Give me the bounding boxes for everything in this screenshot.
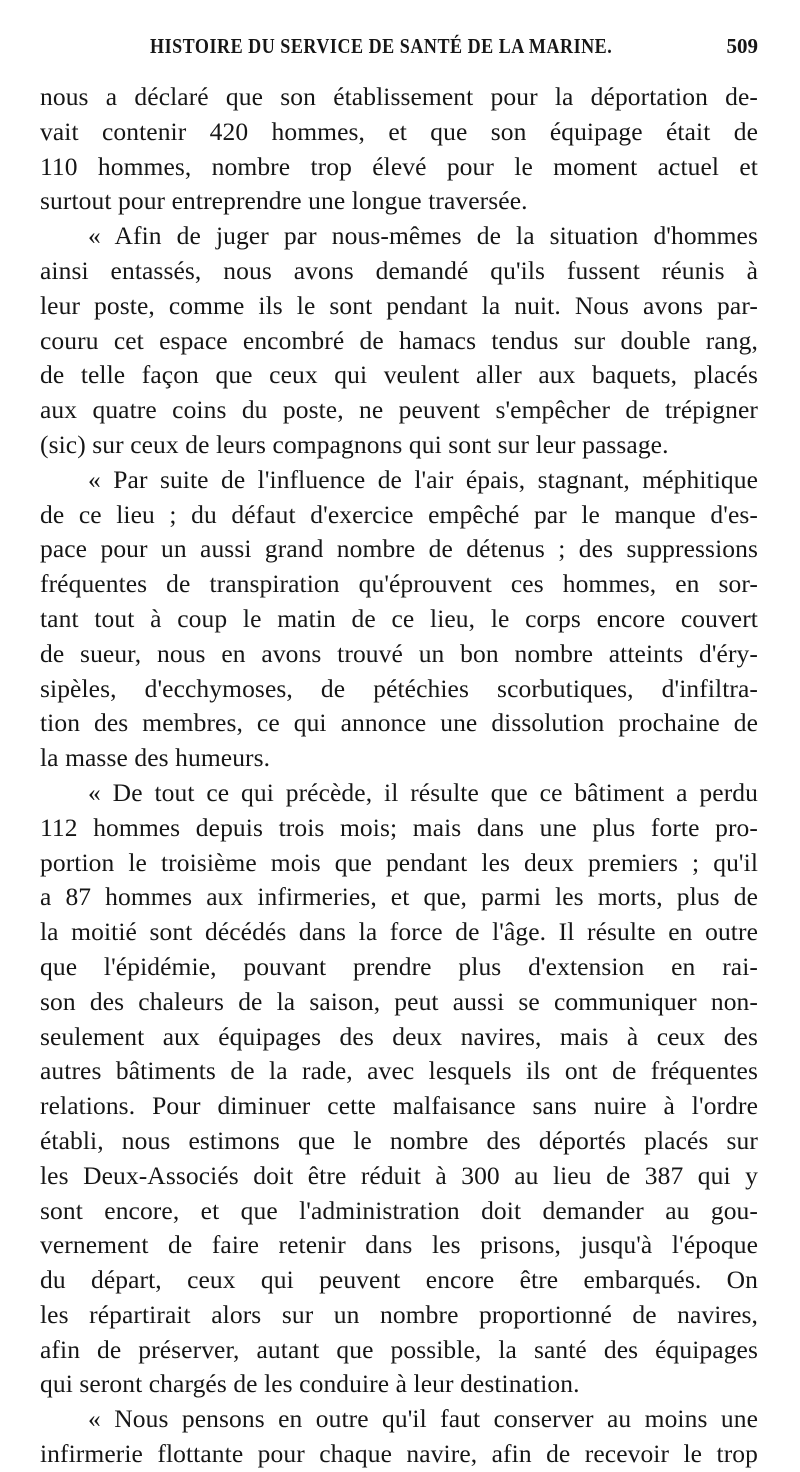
text-line: leur poste, comme ils le sont pendant la nuit. Nous avons par- [40, 290, 758, 320]
text-line: nous a déclaré que son établissement pour la déportation de- [40, 82, 758, 111]
body-text [40, 80, 758, 1472]
text-line: de ce lieu ; du défaut d'exercice empêché par le manque d'es- [40, 499, 758, 529]
text-line: vernement de faire retenir dans les prisons, jusqu'à l'époque [40, 1230, 758, 1260]
text-line: tion des membres, ce qui annonce une dissolution prochaine de [40, 708, 758, 738]
text-line: que l'épidémie, pouvant prendre plus d'extension en rai- [40, 951, 758, 981]
page-number: 509 [726, 34, 758, 58]
text-line: sipèles, d'ecchymoses, de pétéchies scorbutiques, d'infiltra- [40, 673, 758, 703]
text-line: sont encore, et que l'administration doit demander au gou- [40, 1195, 758, 1225]
text-line: de sueur, nous en avons trouvé un bon nombre atteints d'éry- [40, 638, 758, 668]
text-line: « De tout ce qui précède, il résulte que ce bâtiment a perdu [88, 777, 758, 807]
text-line: relations. Pour diminuer cette malfaisance sans nuire à l'ordre [40, 1091, 758, 1121]
text-line: qui seront chargés de les conduire à leur destination. [40, 1369, 580, 1399]
text-line: portion le troisième mois que pendant les deux premiers ; qu'il [40, 847, 758, 877]
running-title: HISTOIRE DU SERVICE DE SANTÉ DE LA MARINE. [150, 34, 613, 58]
text-line: 110 hommes, nombre trop élevé pour le moment actuel et [40, 151, 758, 181]
text-line: (sic) sur ceux de leurs compagnons qui sont sur leur passage. [40, 429, 669, 459]
text-line: vait contenir 420 hommes, et que son équipage était de [40, 116, 758, 146]
text-line: seulement aux équipages des deux navires, mais à ceux des [40, 1021, 758, 1051]
text-line: autres bâtiments de la rade, avec lesquels ils ont de fréquentes [40, 1056, 758, 1086]
text-line: afin de préserver, autant que possible, la santé des équipages [40, 1334, 758, 1364]
text-line: 112 hommes depuis trois mois; mais dans une plus forte pro- [40, 812, 758, 842]
text-line: « Nous pensons en outre qu'il faut conserver au moins une [88, 1404, 758, 1434]
text-line: tant tout à coup le matin de ce lieu, le corps encore couvert [40, 603, 758, 633]
text-line: aux quatre coins du poste, ne peuvent s'empêcher de trépigner [40, 395, 758, 425]
text-line: couru cet espace encombré de hamacs tendus sur double rang, [40, 325, 758, 355]
text-line: « Afin de juger par nous-mêmes de la situation d'hommes [88, 221, 758, 251]
text-line: a 87 hommes aux infirmeries, et que, parmi les morts, plus de [40, 882, 758, 912]
running-head [40, 34, 758, 66]
text-line: la masse des humeurs. [40, 743, 271, 773]
text-line: « Par suite de l'influence de l'air épais, stagnant, méphitique [88, 464, 758, 494]
text-line: du départ, ceux qui peuvent encore être embarqués. On [40, 1265, 758, 1295]
text-line: la moitié sont décédés dans la force de l'âge. Il résulte en outre [40, 917, 758, 947]
text-line: son des chaleurs de la saison, peut aussi se communiquer non- [40, 986, 758, 1016]
text-line: pace pour un aussi grand nombre de détenus ; des suppressions [40, 534, 758, 564]
text-line: surtout pour entreprendre une longue traversée. [40, 186, 528, 216]
text-line: infirmerie flottante pour chaque navire, afin de recevoir le trop [40, 1439, 758, 1469]
text-line: de telle façon que ceux qui veulent aller aux baquets, placés [40, 360, 758, 390]
text-line: établi, nous estimons que le nombre des déportés placés sur [40, 1125, 758, 1155]
text-line: ainsi entassés, nous avons demandé qu'ils fussent réunis à [40, 255, 758, 285]
text-line: les répartirait alors sur un nombre proportionné de navires, [40, 1299, 758, 1329]
text-line: fréquentes de transpiration qu'éprouvent ces hommes, en sor- [40, 569, 758, 599]
text-line: les Deux-Associés doit être réduit à 300 au lieu de 387 qui y [40, 1160, 758, 1190]
